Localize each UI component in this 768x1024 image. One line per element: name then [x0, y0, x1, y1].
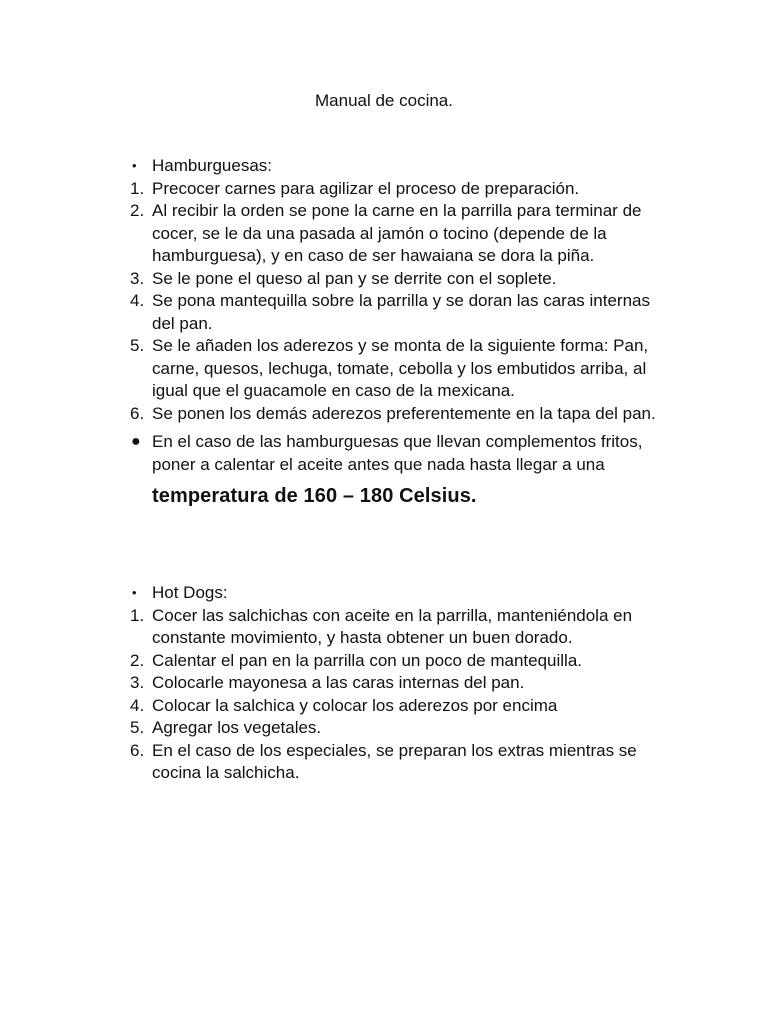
- note-text: En el caso de las hamburguesas que llevan complementos fritos, poner a calentar el aceite antes que nada hasta llegar a una: [152, 432, 643, 474]
- list-number: 1.: [130, 605, 145, 625]
- list-item: [130, 695, 670, 718]
- list-number: 6.: [130, 740, 145, 760]
- list-item-text: Cocer las salchichas con aceite en la parrilla, manteniéndola en constante movimiento, y hasta obtener un buen dorado.: [152, 605, 633, 647]
- list-item-text: Colocar la salchica y colocar los aderezos por encima: [152, 695, 558, 715]
- list-item-text: Se le añaden los aderezos y se monta de la siguiente forma: Pan, carne, quesos, lechuga, tomate, cebolla y los embutidos arriba, al igual que el guacamole en caso de la mexicana.: [152, 336, 649, 400]
- hamburguesas-heading: Hamburguesas:: [152, 156, 273, 175]
- hotdogs-section: [130, 582, 670, 785]
- document-title: Manual de cocina.: [315, 91, 453, 110]
- list-number: 4.: [130, 291, 145, 310]
- list-number: 2.: [130, 650, 145, 670]
- temperature-emphasis: temperatura de 160 – 180 Celsius.: [152, 485, 477, 507]
- list-item-text: Precocer carnes para agilizar el proceso de preparación.: [152, 178, 580, 198]
- list-item: [130, 403, 670, 426]
- list-item: [130, 650, 670, 673]
- hamburguesas-heading-row: [130, 155, 670, 178]
- list-item-text: Agregar los vegetales.: [152, 718, 322, 737]
- list-item: [130, 717, 670, 740]
- list-item: [130, 605, 670, 650]
- list-item: [130, 200, 670, 268]
- list-item: [130, 268, 670, 291]
- list-number: 5.: [130, 336, 145, 355]
- list-number: 2.: [130, 201, 145, 220]
- fried-complements-note: [130, 431, 670, 509]
- list-number: 6.: [130, 403, 145, 423]
- bullet-icon: ●: [131, 433, 141, 450]
- list-item: [130, 290, 670, 335]
- list-item-text: Se pona mantequilla sobre la parrilla y se doran las caras internas del pan.: [152, 291, 650, 333]
- list-item-text: En el caso de los especiales, se preparan los extras mientras se cocina la salchicha.: [152, 740, 637, 782]
- list-number: 3.: [130, 268, 145, 288]
- list-item-text: Se ponen los demás aderezos preferentemente en la tapa del pan.: [152, 403, 656, 423]
- list-item-text: Colocarle mayonesa a las caras internas del pan.: [152, 673, 525, 692]
- list-item: [130, 335, 670, 403]
- bullet-icon: •: [132, 158, 137, 173]
- list-number: 5.: [130, 718, 145, 737]
- list-item: [130, 672, 670, 695]
- hotdogs-heading-row: [130, 582, 670, 605]
- list-number: 3.: [130, 673, 145, 692]
- list-number: 4.: [130, 695, 145, 715]
- list-item-text: Se le pone el queso al pan y se derrite con el soplete.: [152, 268, 557, 288]
- list-item: [130, 178, 670, 201]
- list-item-text: Al recibir la orden se pone la carne en la parrilla para terminar de cocer, se le da una pasada al jamón o tocino (depende de la hamburguesa), y en caso de ser hawaiana se dora la piña.: [152, 201, 642, 265]
- list-item-text: Calentar el pan en la parrilla con un poco de mantequilla.: [152, 650, 582, 670]
- list-item: [130, 740, 670, 785]
- list-number: 1.: [130, 178, 145, 198]
- hamburguesas-section: [130, 155, 670, 509]
- bullet-icon: •: [132, 585, 137, 600]
- hotdogs-heading: Hot Dogs:: [152, 583, 228, 602]
